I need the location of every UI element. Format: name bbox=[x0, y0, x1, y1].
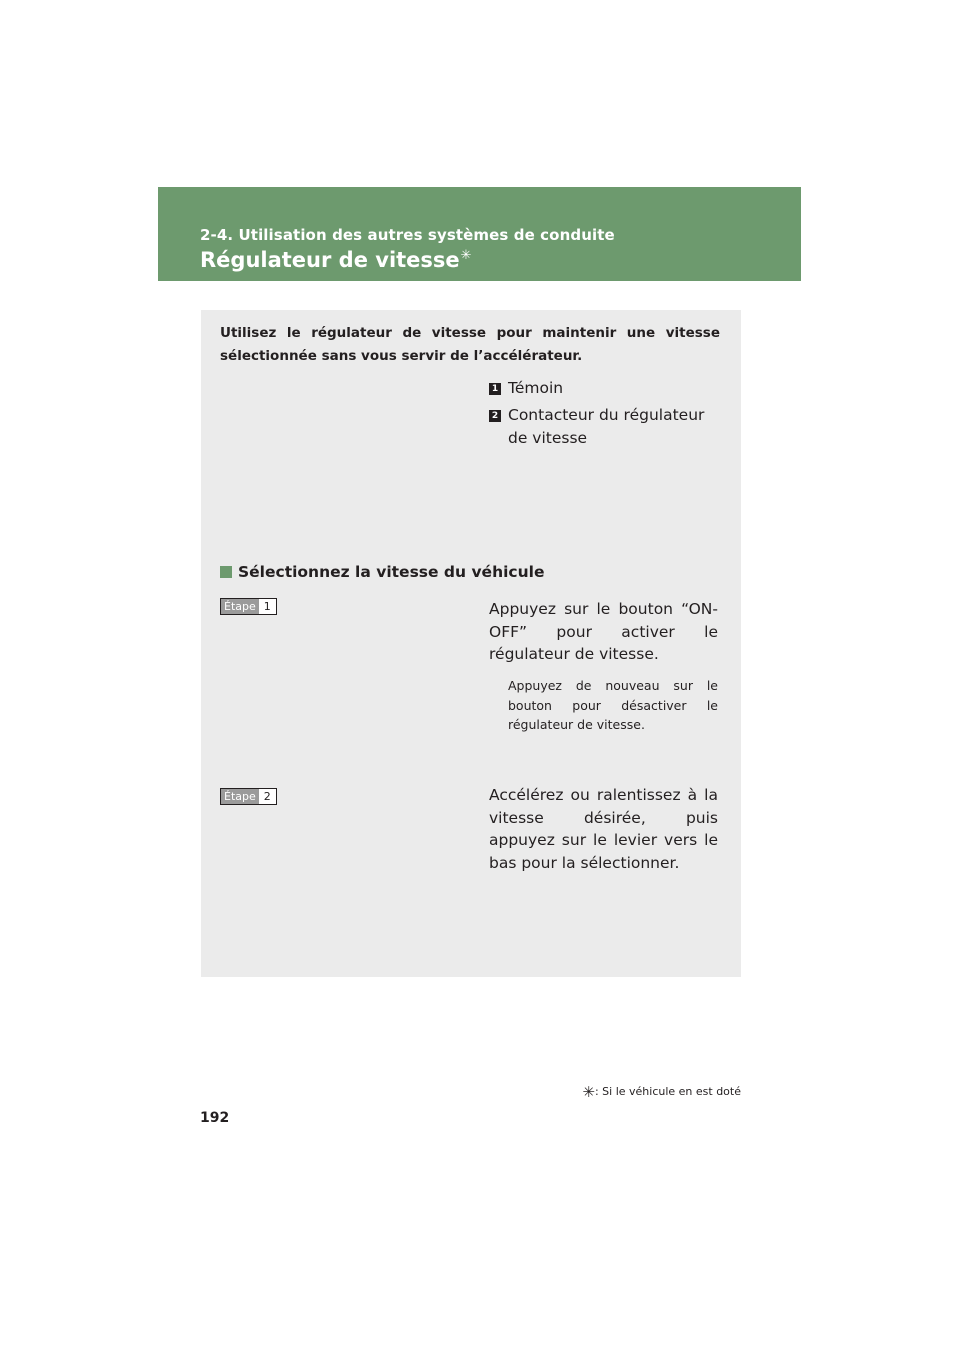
legend-item bbox=[489, 404, 719, 450]
subsection-title-text: Sélectionnez la vitesse du véhicule bbox=[238, 563, 545, 581]
subsection-title bbox=[220, 563, 544, 581]
step-number: 2 bbox=[263, 790, 271, 803]
intro-text: Utilisez le régulateur de vitesse pour maintenir une vitesse sélectionnée sans vous servir de l’accélérateur. bbox=[220, 325, 720, 364]
number-2-icon: 2 bbox=[489, 410, 501, 422]
asterisk-icon: ✳ bbox=[582, 1083, 595, 1101]
asterisk-icon: ✳ bbox=[460, 248, 472, 263]
step-1-note: Appuyez de nouveau sur le bouton pour désactiver le régulateur de vitesse. bbox=[508, 678, 718, 732]
footnote-text: : Si le véhicule en est doté bbox=[594, 1085, 741, 1098]
square-bullet-icon bbox=[220, 566, 232, 578]
legend-item bbox=[489, 377, 719, 400]
footnote bbox=[582, 1083, 741, 1101]
step-1-tag bbox=[220, 598, 277, 615]
step-word: Étape bbox=[221, 599, 259, 614]
page-number: 192 bbox=[200, 1110, 230, 1126]
legend-label: Témoin bbox=[508, 379, 564, 397]
legend-label: Contacteur du régulateur de vitesse bbox=[508, 406, 705, 447]
step-1-text: Appuyez sur le bouton “ON-OFF” pour activer le régulateur de vitesse. bbox=[489, 600, 718, 663]
page-title-text: Régulateur de vitesse bbox=[200, 248, 460, 272]
step-2-text: Accélérez ou ralentissez à la vitesse désirée, puis appuyez sur le levier vers le bas pour la sélectionner. bbox=[489, 786, 718, 872]
number-1-icon: 1 bbox=[489, 383, 501, 395]
step-2-tag bbox=[220, 788, 277, 805]
legend bbox=[489, 377, 719, 454]
section-title: 2-4. Utilisation des autres systèmes de conduite bbox=[200, 226, 615, 244]
step-number: 1 bbox=[263, 600, 271, 613]
section-header bbox=[158, 187, 801, 281]
content-panel bbox=[201, 310, 741, 977]
page-title bbox=[200, 248, 472, 272]
step-word: Étape bbox=[221, 789, 259, 804]
